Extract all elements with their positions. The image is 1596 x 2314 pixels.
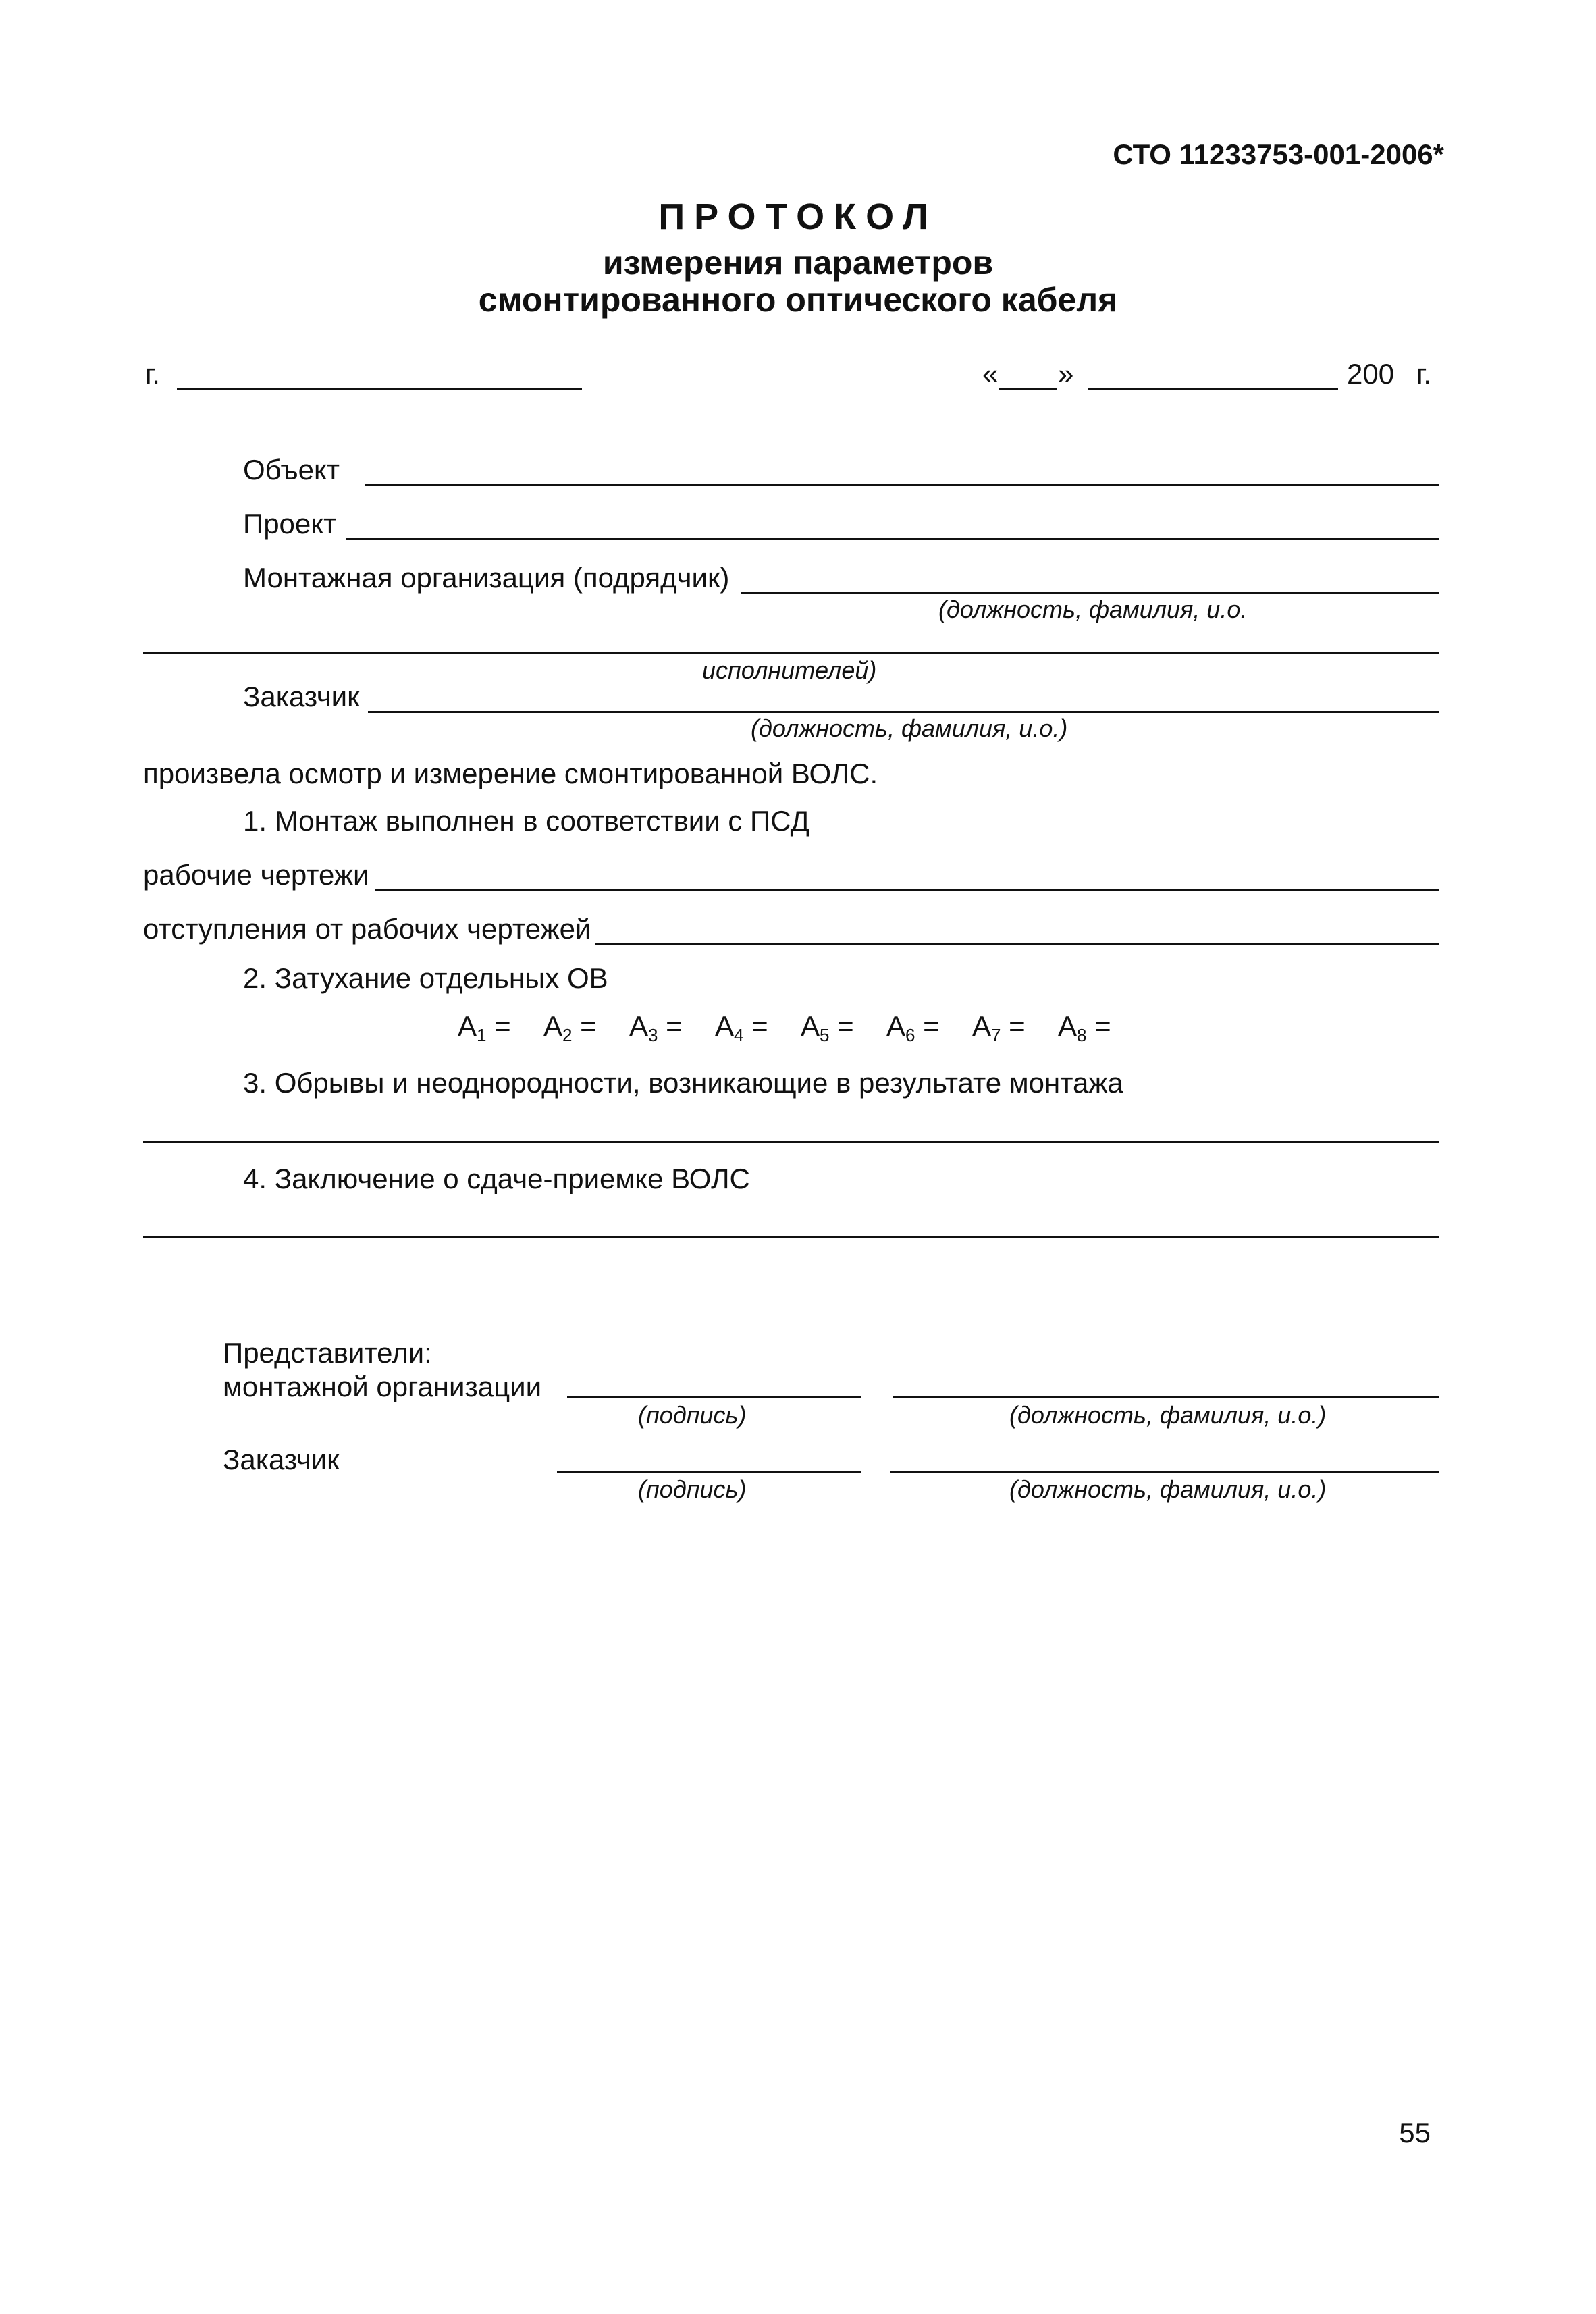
customer-signature-hint: (подпись) (638, 1475, 747, 1503)
project-label: Проект (243, 508, 337, 540)
attenuation-a7: $A_7$ = (972, 1010, 1026, 1045)
contractor-field-continued[interactable] (143, 652, 1439, 654)
day-close-quote: » (1058, 358, 1074, 390)
city-prefix: г. (145, 358, 160, 390)
representatives-label: Представители: (223, 1337, 432, 1369)
item-3-text: 3. Обрывы и неоднородности, возникающие в результате монтажа (243, 1067, 1123, 1099)
item-2-text: 2. Затухание отдельных ОВ (243, 962, 608, 994)
deviations-field[interactable] (595, 943, 1439, 945)
contractor-position-hint: (должность, фамилия, и.о.) (1009, 1401, 1327, 1429)
conclusion-field[interactable] (143, 1236, 1439, 1238)
contractor-signature-field[interactable] (567, 1396, 861, 1398)
attenuation-a1: $A_1$ = (458, 1010, 511, 1045)
contractor-position-field[interactable] (893, 1396, 1439, 1398)
attenuation-a6: $A_6$ = (886, 1010, 940, 1045)
protocol-title: ПРОТОКОЛ (658, 196, 938, 237)
attenuation-a4: $A_4$ = (715, 1010, 768, 1045)
contractor-field[interactable] (741, 592, 1439, 594)
city-field[interactable] (177, 388, 582, 390)
item-1-text: 1. Монтаж выполнен в соответствии с ПСД (243, 805, 810, 837)
month-field[interactable] (1088, 388, 1338, 390)
attenuation-a3: $A_3$ = (629, 1010, 683, 1045)
drawings-field[interactable] (375, 889, 1439, 891)
object-field[interactable] (365, 484, 1439, 486)
contractor-signature-hint: (подпись) (638, 1401, 747, 1429)
year-prefix: 200 (1347, 358, 1395, 390)
drawings-label: рабочие чертежи (143, 859, 369, 891)
customer-signature-field[interactable] (557, 1471, 861, 1473)
protocol-subtitle-line1: измерения параметров (602, 244, 994, 282)
deviations-label: отступления от рабочих чертежей (143, 913, 591, 945)
contractor-hint-continued: исполнителей) (702, 656, 877, 684)
contractor-label: Монтажная организация (подрядчик) (243, 562, 730, 594)
attenuation-a5: $A_5$ = (801, 1010, 854, 1045)
customer-position-field[interactable] (890, 1471, 1439, 1473)
contractor-hint: (должность, фамилия, и.о. (938, 596, 1248, 623)
customer-position-hint: (должность, фамилия, и.о.) (1009, 1475, 1327, 1503)
document-code: СТО 11233753-001-2006* (1113, 138, 1444, 170)
customer-signature-label: Заказчик (223, 1444, 340, 1475)
page-number: 55 (1399, 2117, 1431, 2149)
project-field[interactable] (346, 538, 1439, 540)
attenuation-a2: $A_2$ = (543, 1010, 597, 1045)
day-field[interactable] (999, 388, 1057, 390)
attenuation-a8: $A_8$ = (1058, 1010, 1111, 1045)
contractor-org-label: монтажной организации (223, 1371, 542, 1402)
breaks-field[interactable] (143, 1141, 1439, 1143)
customer-hint: (должность, фамилия, и.о.) (751, 714, 1068, 742)
year-suffix: г. (1416, 358, 1431, 390)
object-label: Объект (243, 454, 340, 485)
day-open-quote: « (982, 358, 999, 390)
customer-field[interactable] (368, 711, 1439, 713)
protocol-subtitle-line2: смонтированного оптического кабеля (478, 281, 1118, 319)
statement-text: произвела осмотр и измерение смонтированной ВОЛС. (143, 758, 878, 789)
item-4-text: 4. Заключение о сдаче-приемке ВОЛС (243, 1163, 750, 1194)
customer-label: Заказчик (243, 681, 360, 712)
